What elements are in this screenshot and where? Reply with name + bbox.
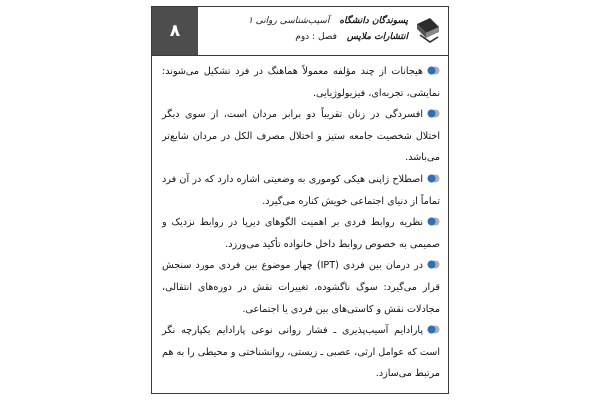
publisher-name: پسوندگان دانشگاه [339,16,408,26]
page-header [152,7,448,56]
paragraph-text: افسردگی در زنان تقریباً دو برابر مردان است، از سوی دیگر اختلال شخصیت جامعه ستیز و اختلال مصرف الکل در مردان شایع‌تر می‌باشد. [162,109,440,164]
publisher-subtitle: انتشارات ملاپس [346,32,408,42]
bullet-dot-icon [427,109,440,118]
paragraph-6 [162,320,440,385]
bullet-dot-icon [427,66,440,75]
page-content [162,61,440,385]
paragraph-5 [162,255,440,320]
header-row-bottom [202,29,408,45]
subject-title: آسیب‌شناسی روانی ۱ [247,16,330,26]
paragraph-text: نظریه روابط فردی بر اهمیت الگوهای دیرپا در روابط نزدیک و صمیمی به خصوص روابط داخل خانواده تأکید می‌ورزد. [162,217,440,250]
paragraph-4 [162,212,440,255]
bullet-dot-icon [427,325,440,334]
header-titles [202,13,408,45]
paragraph-text: پارادایم آسیب‌پذیری ـ فشار روانی نوعی پارادایم یکپارچه نگر است که عوامل ارثی، عصبی ـ زیستی، روانشناختی و محیطی را به هم مرتبط می‌سازد. [162,325,440,380]
header-row-top [202,13,408,29]
paragraph-3 [162,169,440,212]
bullet-dot-icon [427,260,440,269]
bullet-dot-icon [427,217,440,226]
paragraph-text: هیجانات از چند مؤلفه معمولاً هماهنگ در فرد تشکیل می‌شوند: نمایشی، تجربه‌ای، فیزیولوژیایی. [162,66,440,99]
paragraph-2 [162,104,440,169]
book-page [151,6,449,394]
bullet-dot-icon [427,174,440,183]
paragraph-text: اصطلاح ژاپنی هیکی کوموری به وضعیتی اشاره دارد که در آن فرد تماماً از دنیای اجتماعی خویش کناره می‌گیرد. [162,173,440,207]
paragraph-1 [162,61,440,104]
book-logo-icon [414,15,442,45]
chapter-label: فصل : دوم [295,32,337,42]
page-number: ۸ [152,7,198,55]
paragraph-text: در درمان بین فردی (IPT) چهار موضوع بین فردی مورد سنجش قرار می‌گیرد: سوگ ناگشوده، تغییرات نقش در دوره‌های انتقالی، مجادلات نقش و کاستی‌های بین فردی یا اجتماعی. [162,260,440,315]
